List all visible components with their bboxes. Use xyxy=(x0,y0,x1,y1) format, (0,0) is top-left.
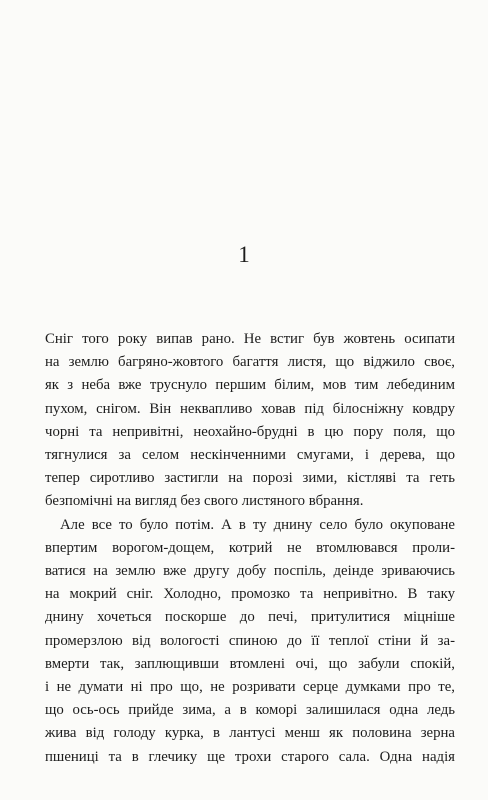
text-line: пухом, снігом. Він неквапливо ховав під білосніжну ковдру xyxy=(45,400,455,417)
paragraph-2 xyxy=(45,514,455,769)
text-line: вмерти так, заплющивши втомлені очі, що забули спокій, xyxy=(45,655,455,672)
text-line: тепер сиротливо застигли на порозі зими, кістляві та геть xyxy=(45,470,455,487)
body-text xyxy=(45,328,455,769)
text-line: впертим ворогом-дощем, котрий не втомлювався проли- xyxy=(45,539,455,556)
text-line: чорні та непривітні, неохайно-брудні в цю пору поля, що xyxy=(45,423,455,440)
text-line: тягнулися за селом нескінченними смугами, і дерева, що xyxy=(45,447,455,464)
text-line: промерзлою від вологості спиною до її теплої стіни й за- xyxy=(45,632,455,649)
chapter-number: 1 xyxy=(238,242,250,267)
text-line: днину хочеться поскорше до печі, притулитися міцніше xyxy=(45,609,455,626)
text-line: як з неба вже труснуло першим білим, мов тим лебединим xyxy=(45,377,455,394)
text-line: ватися на землю вже другу добу поспіль, деінде зриваючись xyxy=(45,563,455,580)
text-line: Сніг того року випав рано. Не встиг був жовтень осипати xyxy=(45,331,455,347)
text-line: Але все то було потім. А в ту днину село було окуповане xyxy=(60,516,455,533)
text-line: жива від голоду курка, в лантусі менш як половина зерна xyxy=(45,725,455,742)
text-line: і не думати ні про що, не розривати серце думками про те, xyxy=(45,679,455,696)
text-line: на землю багряно-жовтого багаття листя, що віджило своє, xyxy=(45,354,455,371)
text-line: безпомічні на вигляд без свого листяного вбрання. xyxy=(45,493,364,510)
text-line: що ось-ось прийде зима, а в коморі залишилася одна ледь xyxy=(45,702,455,719)
text-line: на мокрий сніг. Холодно, промозко та непривітно. В таку xyxy=(45,586,455,603)
paragraph-1 xyxy=(45,328,455,514)
text-line: пшениці та в глечику ще трохи старого сала. Одна надія xyxy=(45,748,455,765)
